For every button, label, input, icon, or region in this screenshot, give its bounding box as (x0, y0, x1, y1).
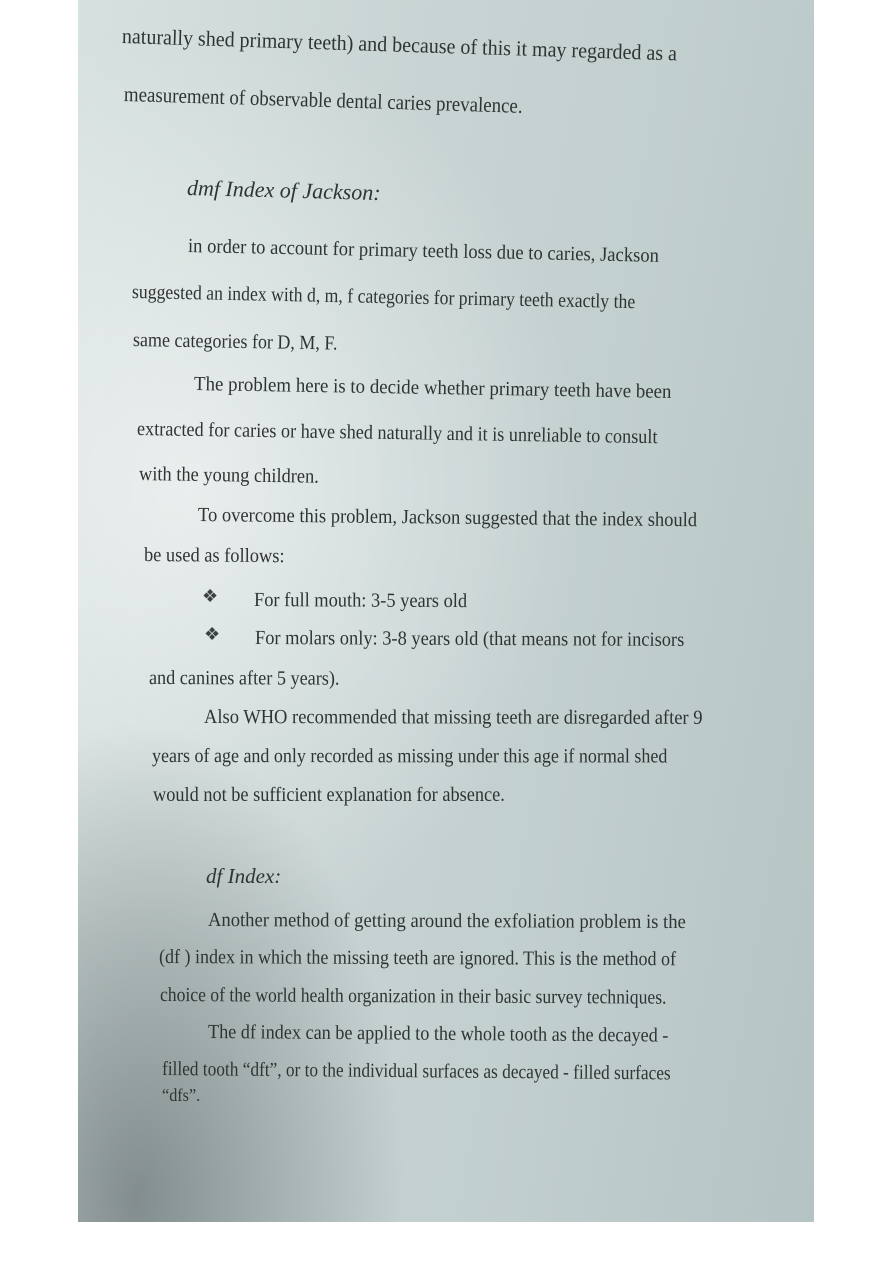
text-line: in order to account for primary teeth loss due to caries, Jackson (187, 235, 660, 267)
text-line: To overcome this problem, Jackson suggested that the index should (197, 504, 698, 532)
bullet-item-molars: For molars only: 3-8 years old (that means not for incisors (254, 627, 685, 651)
text-line: choice of the world health organization in their basic survey techniques. (159, 984, 667, 1009)
text-line: filled tooth “dft”, or to the individual surfaces as decayed - filled surfaces (161, 1058, 671, 1085)
text-line: years of age and only recorded as missing under this age if normal shed (151, 745, 668, 768)
text-line: suggested an index with d, m, f categories for primary teeth exactly the (131, 281, 636, 314)
document-photo (78, 0, 814, 1222)
heading-dmf-index: dmf Index of Jackson: (186, 175, 381, 206)
bullet-diamond-icon: ❖ (204, 624, 221, 644)
bullet-item-full-mouth: For full mouth: 3-5 years old (253, 589, 468, 613)
text-line: naturally shed primary teeth) and because of this it may regarded as a (121, 24, 678, 66)
text-line: The problem here is to decide whether primary teeth have been (193, 373, 672, 403)
text-line: with the young children. (138, 463, 320, 488)
bullet-diamond-icon: ❖ (202, 586, 219, 606)
text-line: Also WHO recommended that missing teeth are disregarded after 9 (203, 706, 703, 729)
text-line: Another method of getting around the exfoliation problem is the (207, 909, 686, 934)
text-line: would not be sufficient explanation for absence. (153, 784, 505, 806)
text-line: same categories for D, M, F. (132, 329, 338, 355)
text-line: extracted for caries or have shed naturally and it is unreliable to consult (136, 418, 658, 449)
text-line: (df ) index in which the missing teeth are ignored. This is the method of (158, 946, 677, 971)
text-line: be used as follows: (143, 544, 285, 568)
text-line: The df index can be applied to the whole tooth as the decayed - (207, 1021, 669, 1047)
text-line: measurement of observable dental caries prevalence. (123, 82, 523, 118)
text-line: and canines after 5 years). (148, 667, 340, 690)
heading-df-index: df Index: (206, 864, 282, 888)
text-line: “dfs”. (162, 1085, 201, 1105)
